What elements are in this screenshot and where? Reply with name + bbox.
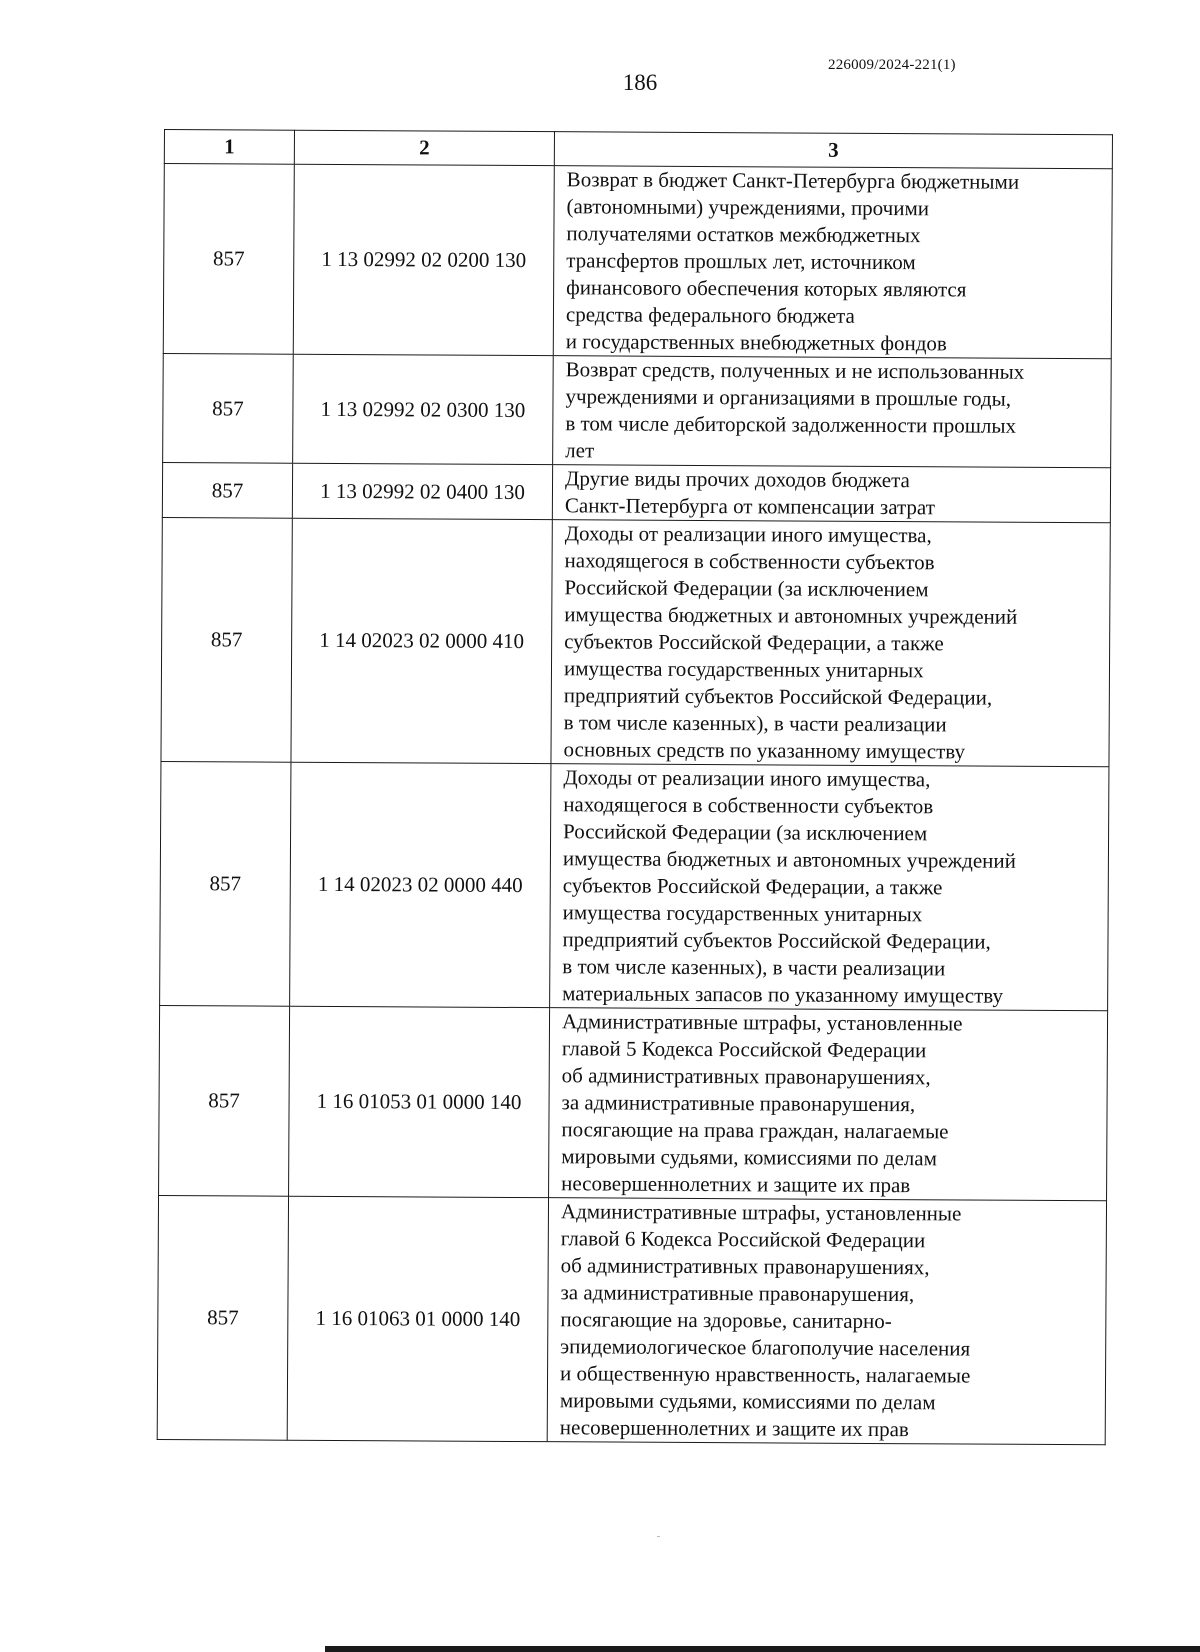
description-line: Доходы от реализации иного имущества, — [563, 765, 931, 792]
description-line: субъектов Российской Федерации, а также — [562, 873, 943, 900]
description-line: находящегося в собственности субъектов — [563, 792, 934, 819]
admin-code-cell: 857 — [163, 353, 294, 463]
revenue-description-cell — [549, 1008, 1108, 1201]
description-line: мировыми судьями, комиссиями по делам — [561, 1144, 938, 1171]
description-line: имущества государственных унитарных — [562, 900, 923, 927]
description-line: финансового обеспечения которых являются — [566, 275, 967, 302]
description-line: предприятий субъектов Российской Федерации, — [562, 927, 991, 954]
description-line: эпидемиологическое благополучие населения — [560, 1334, 971, 1361]
description-line: лет — [565, 438, 595, 463]
budget-codes-table — [157, 129, 1113, 1445]
table-row — [160, 761, 1109, 1010]
description-line: Санкт-Петербурга от компенсации затрат — [564, 493, 935, 520]
budget-codes-table-container — [157, 129, 1112, 1445]
description-line: Возврат в бюджет Санкт-Петербурга бюджетными — [566, 167, 1020, 194]
description-line: об административных правонарушениях, — [561, 1063, 931, 1090]
column-header-1: 1 — [164, 130, 294, 165]
description-line: в том числе казенных), в части реализации — [562, 954, 946, 981]
description-line: и государственных внебюджетных фондов — [565, 329, 947, 356]
description-line: получателями остатков межбюджетных — [566, 221, 921, 248]
revenue-code-cell: 1 16 01063 01 0000 140 — [287, 1196, 548, 1441]
revenue-code-cell: 1 16 01053 01 0000 140 — [289, 1006, 550, 1197]
description-line: в том числе дебиторской задолженности прошлых — [565, 411, 1017, 438]
table-row — [163, 353, 1112, 467]
description-line: учреждениями и организациями в прошлые годы, — [565, 384, 1012, 411]
revenue-description-cell — [553, 356, 1112, 468]
description-line: несовершеннолетних и защите их прав — [559, 1415, 909, 1442]
document-number: 226009/2024-221(1) — [828, 57, 956, 73]
description-line: Административные штрафы, установленные — [560, 1199, 962, 1226]
description-line: (автономными) учреждениями, прочими — [566, 194, 930, 221]
revenue-code-cell: 1 13 02992 02 0400 130 — [292, 463, 552, 519]
description-line: за административные правонарушения, — [561, 1090, 916, 1117]
admin-code-cell: 857 — [159, 1005, 290, 1196]
description-line: Российской Федерации (за исключением — [564, 575, 929, 602]
revenue-description-cell — [553, 166, 1112, 359]
description-line: Доходы от реализации иного имущества, — [564, 521, 932, 548]
scan-bottom-edge — [325, 1646, 1200, 1652]
description-line: субъектов Российской Федерации, а также — [564, 629, 944, 656]
column-header-3: 3 — [554, 132, 1112, 169]
revenue-description-cell — [550, 764, 1109, 1011]
description-line: имущества государственных унитарных — [563, 656, 924, 683]
description-line: предприятий субъектов Российской Федерации, — [563, 683, 993, 710]
description-line: материальных запасов по указанному имуществу — [562, 981, 1004, 1008]
scan-speck — [657, 1536, 660, 1537]
description-line: мировыми судьями, комиссиями по делам — [559, 1388, 936, 1415]
description-line: в том числе казенных), в части реализации — [563, 710, 947, 737]
description-line: главой 5 Кодекса Российской Федерации — [561, 1036, 927, 1063]
description-line: Возврат средств, полученных и не использованных — [565, 357, 1025, 384]
revenue-description-cell — [547, 1198, 1106, 1445]
table-header-row — [164, 130, 1112, 169]
description-line: находящегося в собственности субъектов — [564, 548, 935, 575]
table-row — [162, 462, 1110, 522]
table-row — [161, 517, 1110, 766]
description-line: главой 6 Кодекса Российской Федерации — [560, 1226, 926, 1253]
table-row — [157, 1195, 1106, 1444]
table-body — [157, 164, 1112, 1445]
admin-code-cell: 857 — [161, 517, 292, 762]
table-row — [163, 164, 1112, 359]
description-line: имущества бюджетных и автономных учреждений — [562, 846, 1017, 873]
revenue-code-cell: 1 14 02023 02 0000 440 — [290, 762, 551, 1007]
description-line: и общественную нравственность, налагаемые — [559, 1361, 971, 1388]
table-row — [159, 1005, 1108, 1200]
description-line: Другие виды прочих доходов бюджета — [564, 466, 910, 493]
revenue-code-cell: 1 13 02992 02 0200 130 — [293, 164, 554, 355]
description-line: Административные штрафы, установленные — [561, 1009, 963, 1036]
description-line: имущества бюджетных и автономных учреждений — [564, 602, 1018, 629]
revenue-code-cell: 1 13 02992 02 0300 130 — [293, 354, 554, 464]
description-line: за административные правонарушения, — [560, 1280, 915, 1307]
admin-code-cell: 857 — [157, 1195, 288, 1440]
revenue-description-cell — [551, 520, 1110, 767]
revenue-code-cell: 1 14 02023 02 0000 410 — [291, 518, 552, 763]
column-header-2: 2 — [294, 130, 554, 165]
table-header — [164, 130, 1112, 169]
description-line: посягающие на права граждан, налагаемые — [561, 1117, 949, 1144]
revenue-description-cell — [552, 465, 1110, 523]
admin-code-cell: 857 — [163, 164, 294, 355]
description-line: основных средств по указанному имуществу — [563, 737, 966, 764]
admin-code-cell: 857 — [162, 462, 292, 518]
description-line: Российской Федерации (за исключением — [563, 819, 928, 846]
description-line: трансфертов прошлых лет, источником — [566, 248, 916, 275]
page-number: 186 — [622, 70, 658, 95]
description-line: средства федерального бюджета — [565, 302, 855, 328]
description-line: посягающие на здоровье, санитарно- — [560, 1307, 892, 1334]
description-line: об административных правонарушениях, — [560, 1253, 930, 1280]
description-line: несовершеннолетних и защите их прав — [561, 1171, 911, 1198]
admin-code-cell: 857 — [160, 761, 291, 1006]
